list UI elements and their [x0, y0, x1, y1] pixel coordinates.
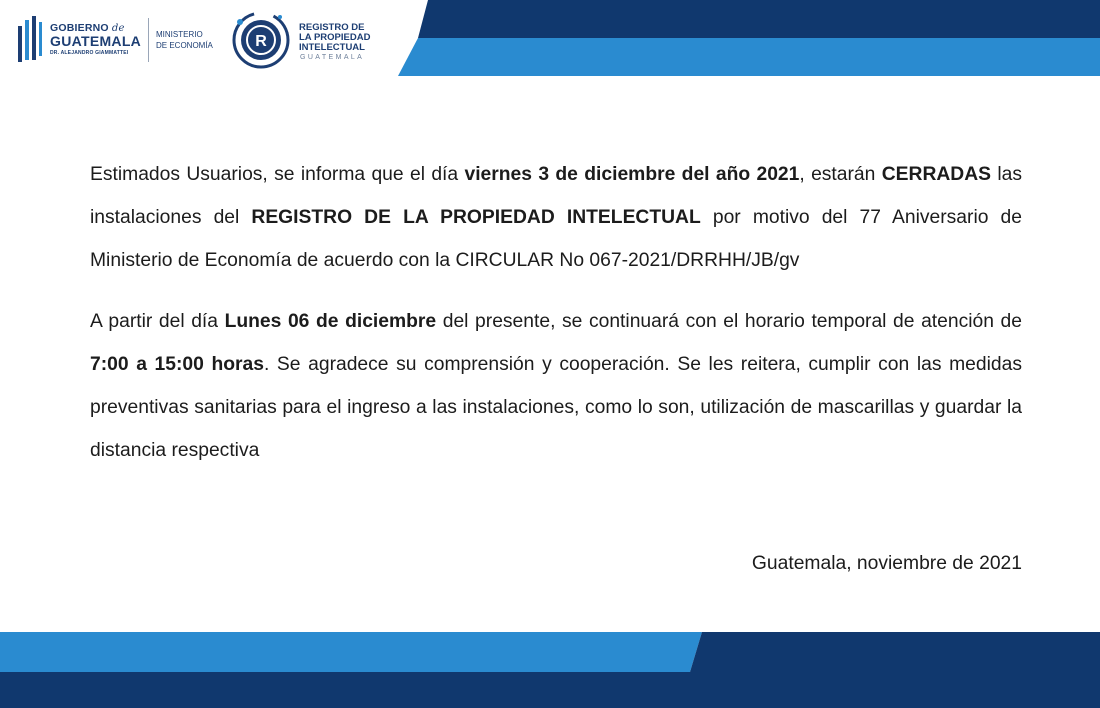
ministerio-label: MINISTERIO DE ECONOMÍA [156, 30, 213, 50]
rpi-emblem-icon [228, 8, 294, 70]
notice-body [90, 153, 1022, 472]
gobierno-title: GOBIERNO de [50, 22, 125, 34]
header-light-stripe [398, 38, 1100, 76]
gobierno-script: de [111, 23, 125, 34]
gobierno-emblem-icon [16, 16, 46, 64]
rpi-subtitle: GUATEMALA [300, 54, 365, 61]
rpi-emblem-letter: R [255, 33, 267, 50]
gobierno-country: GUATEMALA [50, 33, 142, 49]
notice-signoff: Guatemala, noviembre de 2021 [751, 553, 1022, 574]
notice-paragraph-1: Estimados Usuarios, se informa que el día viernes 3 de diciembre del año 2021, estarán CERRADAS las instalaciones del REGISTRO DE LA PROPIEDAD INTELECTUAL por motivo del 77 Aniversario de Ministerio de Economía de acuerdo con la CIRCULAR No 067-2021/DRRHH/JB/gv [90, 164, 1023, 271]
footer-dark-stripe-bottom [0, 672, 1100, 708]
rpi-title: REGISTRO DE LA PROPIEDAD INTELECTUAL [299, 22, 371, 53]
header-dark-stripe [418, 0, 1100, 38]
notice-paragraph-2: A partir del día Lunes 06 de diciembre del presente, se continuará con el horario temporal de atención de 7:00 a 15:00 horas. Se agradece su comprensión y cooperación. Se les reitera, cumplir con las medidas preventivas sanitarias para el ingreso a las instalaciones, como lo son, utilización de mascarillas y guardar la distancia respectiva [90, 311, 1023, 461]
logo-divider [148, 18, 149, 62]
footer-banner [0, 632, 1100, 708]
registro-propiedad-intelectual-logo [228, 8, 388, 70]
gobierno-guatemala-logo [16, 14, 213, 64]
footer-light-stripe [0, 632, 702, 672]
footer-dark-stripe-top [690, 632, 1100, 672]
gobierno-president: DR. ALEJANDRO GIAMMATTEI [50, 50, 129, 56]
